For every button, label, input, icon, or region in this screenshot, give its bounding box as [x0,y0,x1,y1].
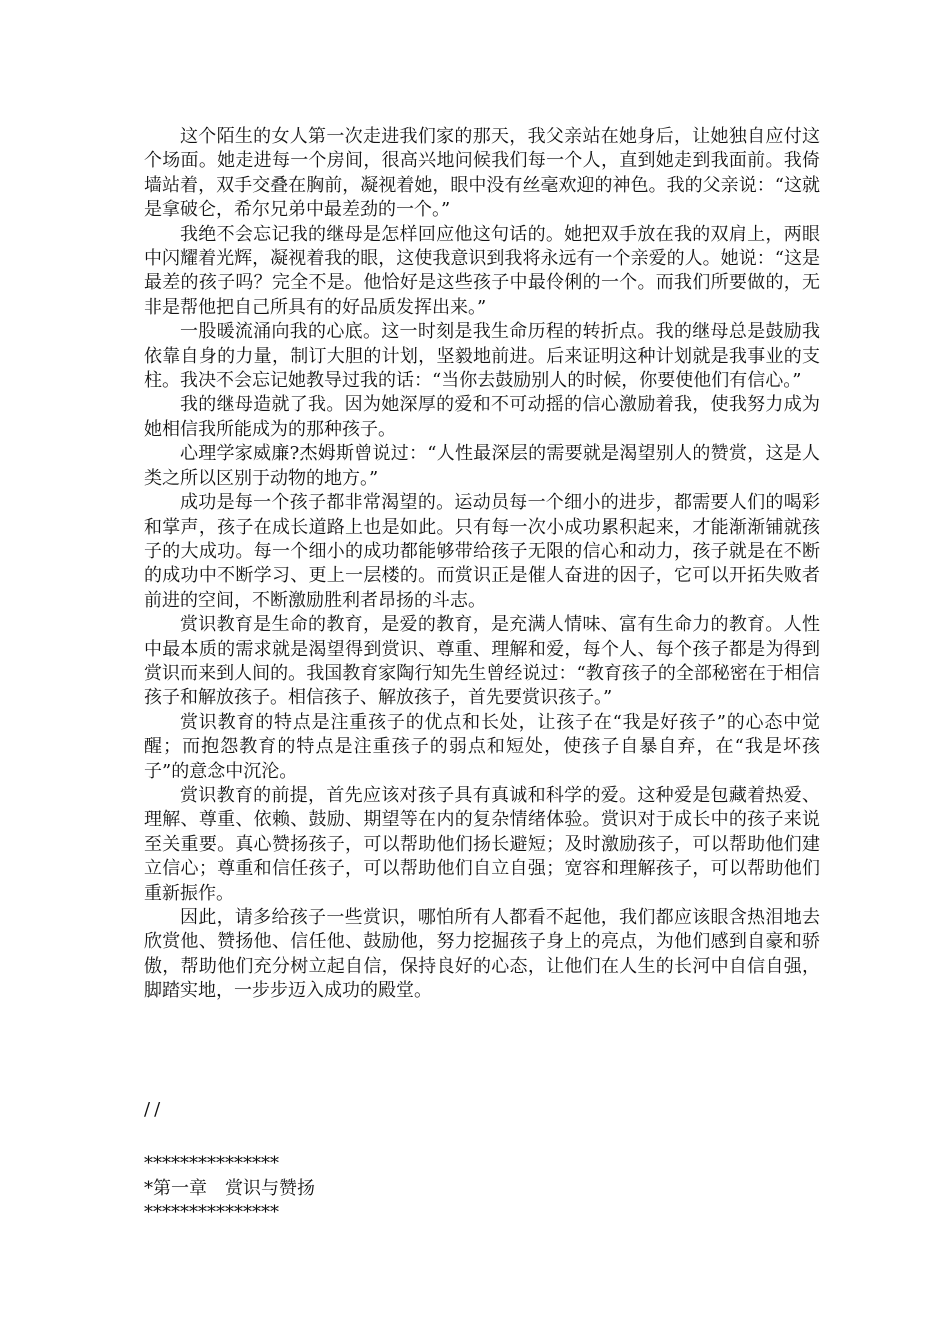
paragraph: 这个陌生的女人第一次走进我们家的那天，我父亲站在她身后，让她独自应付这个场面。她走进每一个房间，很高兴地问候我们每一个人，直到她走到我面前。我倚墙站着，双手交叠在胸前，凝视着她，眼中没有丝毫欢迎的神色。我的父亲说：“这就是拿破仑，希尔兄弟中最差劲的一个。” [144,126,820,221]
paragraph: 因此，请多给孩子一些赏识，哪怕所有人都看不起他，我们都应该眼含热泪地去欣赏他、赞扬他、信任他、鼓励他，努力挖掘孩子身上的亮点，为他们感到自豪和骄傲，帮助他们充分树立起自信，保持良好的心态，让他们在人生的长河中自信自强，脚踏实地，一步步迈入成功的殿堂。 [144,907,820,1002]
paragraph: 赏识教育的前提，首先应该对孩子具有真诚和科学的爱。这种爱是包藏着热爱、理解、尊重、依赖、鼓励、期望等在内的复杂情绪体验。赏识对于成长中的孩子来说至关重要。真心赞扬孩子，可以帮助他们扬长避短；及时激励孩子，可以帮助他们建立信心；尊重和信任孩子，可以帮助他们自立自强；宽容和理解孩子，可以帮助他们重新振作。 [144,784,820,904]
paragraph: 我绝不会忘记我的继母是怎样回应他这句话的。她把双手放在我的双肩上，两眼中闪耀着光辉，凝视着我的眼，这使我意识到我将永远有一个亲爱的人。她说：“这是最差的孩子吗？完全不是。他恰好是这些孩子中最伶俐的一个。而我们所要做的，无非是帮他把自己所具有的好品质发挥出来。” [144,223,820,318]
paragraph: 一股暖流涌向我的心底。这一时刻是我生命历程的转折点。我的继母总是鼓励我依靠自身的力量，制订大胆的计划，坚毅地前进。后来证明这种计划就是我事业的支柱。我决不会忘记她教导过我的话：“当你去鼓励别人的时候，你要使他们有信心。” [144,321,820,392]
chapter-title: *第一章 赏识与赞扬 [144,1177,315,1199]
body-text [144,125,820,1004]
chapter-border-bottom: *************** [144,1202,279,1223]
paragraph: 心理学家威廉?杰姆斯曾说过：“人性最深层的需要就是渴望别人的赞赏，这是人类之所以区别于动物的地方。” [144,443,820,489]
section-separator: // [144,1099,165,1120]
paragraph: 赏识教育是生命的教育，是爱的教育，是充满人情味、富有生命力的教育。人性中最本质的需求就是渴望得到赏识、尊重、理解和爱，每个人、每个孩子都是为得到赏识而来到人间的。我国教育家陶行知先生曾经说过：“教育孩子的全部秘密在于相信孩子和解放孩子。相信孩子、解放孩子，首先要赏识孩子。” [144,614,820,709]
chapter-border-top: *************** [144,1153,279,1174]
paragraph: 赏识教育的特点是注重孩子的优点和长处，让孩子在“我是好孩子”的心态中觉醒；而抱怨教育的特点是注重孩子的弱点和短处，使孩子自暴自弃，在“我是坏孩子”的意念中沉沦。 [144,711,820,782]
chapter-heading-block [144,1152,315,1226]
paragraph: 成功是每一个孩子都非常渴望的。运动员每一个细小的进步，都需要人们的喝彩和掌声，孩子在成长道路上也是如此。只有每一次小成功累积起来，才能渐渐铺就孩子的大成功。每一个细小的成功都能够带给孩子无限的信心和动力，孩子就是在不断的成功中不断学习、更上一层楼的。而赏识正是催人奋进的因子，它可以开拓失败者前进的空间，不断激励胜利者昂扬的斗志。 [144,492,820,611]
paragraph: 我的继母造就了我。因为她深厚的爱和不可动摇的信心激励着我，使我努力成为她相信我所能成为的那种孩子。 [144,394,820,440]
